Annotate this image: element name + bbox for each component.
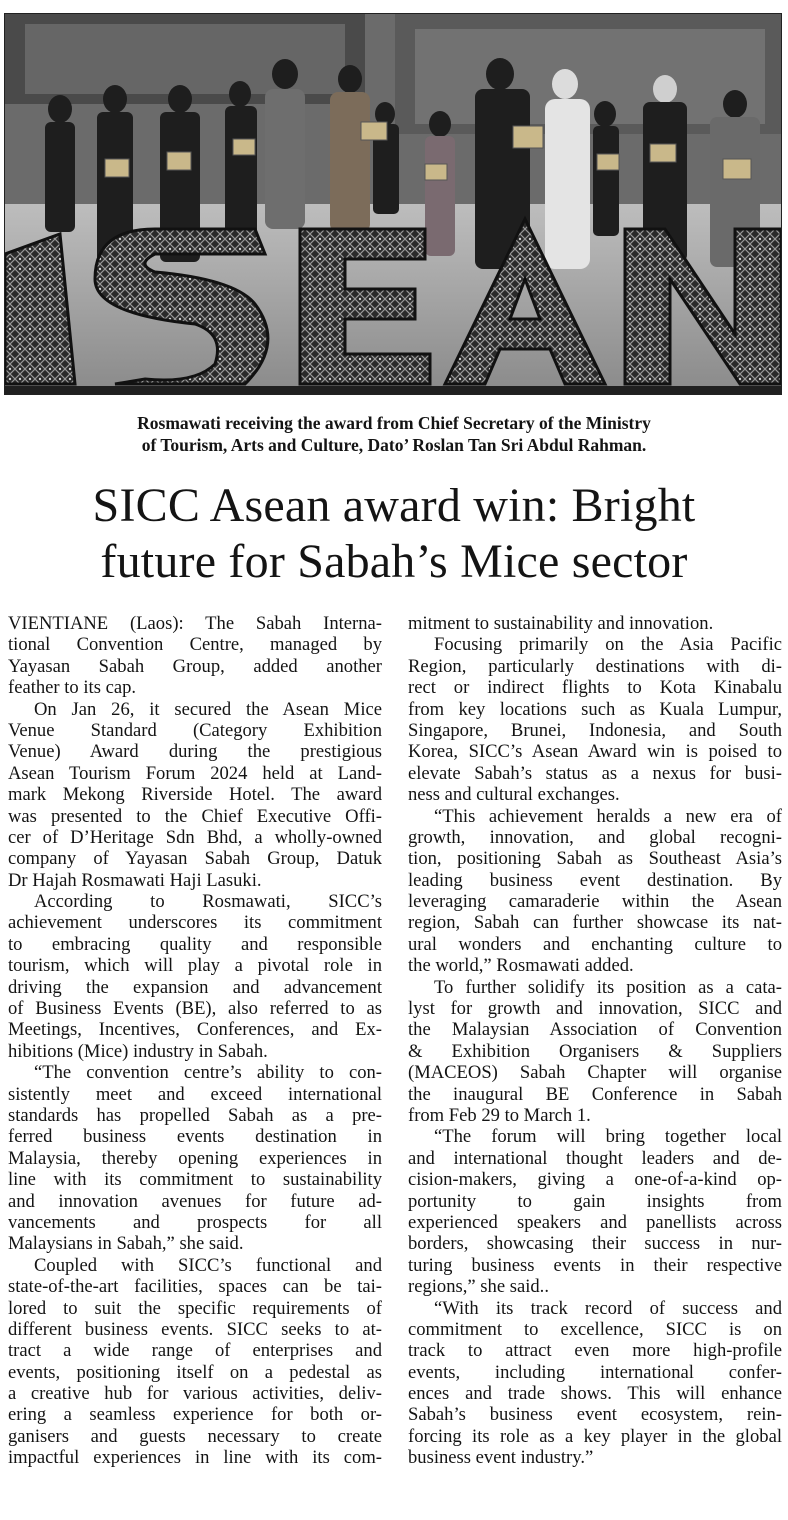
article-line: Yayasan Sabah Group, added another: [8, 655, 382, 677]
article-line: Malaysia, thereby opening experiences in: [8, 1147, 382, 1169]
article-line: and innovation avenues for future ad-: [8, 1190, 382, 1212]
article-line: ferred business events destination in: [8, 1126, 382, 1148]
photo-caption: [20, 412, 768, 456]
article-line: line with its commitment to sustainability: [8, 1169, 382, 1191]
article-column-left: [8, 613, 382, 1469]
article-line: Coupled with SICC’s functional and: [34, 1254, 382, 1276]
article-line: Venue Standard (Category Exhibition: [8, 719, 382, 741]
article-line: mitment to sustainability and innovation.: [408, 613, 714, 634]
article-line: experienced speakers and panellists across: [408, 1211, 782, 1233]
article-line: Asean Tourism Forum 2024 held at Land-: [8, 762, 382, 784]
article-line: regions,” she said..: [408, 1276, 549, 1298]
article-line: ness and cultural exchanges.: [408, 784, 620, 806]
article-line: impactful experiences in line with its com-: [8, 1447, 382, 1469]
article-line: tion, positioning Sabah as Southeast Asia’s: [408, 848, 782, 870]
article-line: commitment to excellence, SICC is on: [408, 1318, 782, 1340]
article-line: the Malaysian Association of Convention: [408, 1019, 782, 1041]
article-line: and international thought leaders and de-: [408, 1147, 782, 1169]
article-line: growth, innovation, and global recogni-: [408, 826, 782, 848]
article-line: According to Rosmawati, SICC’s: [34, 891, 382, 913]
article-line: achievement underscores its commitment: [8, 912, 382, 934]
article-line: Venue) Award during the prestigious: [8, 741, 382, 763]
article-line: a creative hub for various activities, deliv-: [8, 1383, 382, 1405]
article-line: lored to suit the specific requirements of: [8, 1297, 382, 1319]
article-line: standards has propelled Sabah as a pre-: [8, 1104, 382, 1126]
article-line: ences and trade shows. This will enhance: [408, 1383, 782, 1405]
article-line: Korea, SICC’s Asean Award win is poised to: [408, 741, 782, 763]
article-line: from key locations such as Kuala Lumpur,: [408, 698, 782, 720]
article-line: region, Sabah can further showcase its nat-: [408, 912, 782, 934]
article-line: rect or indirect flights to Kota Kinabalu: [408, 677, 782, 699]
article-line: events, positioning itself on a pedestal as: [8, 1361, 382, 1383]
article-line: Dr Hajah Rosmawati Haji Lasuki.: [8, 869, 262, 891]
article-line: tourism, which will play a pivotal role in: [8, 955, 382, 977]
article-line: “The forum will bring together local: [434, 1126, 782, 1148]
article-line: tional Convention Centre, managed by: [8, 634, 382, 656]
article-line: ering a seamless experience for both or-: [8, 1404, 382, 1426]
article-line: from Feb 29 to March 1.: [408, 1104, 591, 1126]
article-line: to embracing quality and responsible: [8, 933, 382, 955]
article-line: the world,” Rosmawati added.: [408, 955, 634, 977]
article-line: (MACEOS) Sabah Chapter will organise: [408, 1062, 782, 1084]
caption-line: of Tourism, Arts and Culture, Dato’ Roslan Tan Sri Abdul Rahman.: [141, 435, 647, 455]
headline: [0, 478, 788, 590]
article-line: hibitions (Mice) industry in Sabah.: [8, 1040, 268, 1062]
article-line: & Exhibition Organisers & Suppliers: [408, 1040, 782, 1062]
article-line: borders, showcasing their success in nur-: [408, 1233, 782, 1255]
article-line: was presented to the Chief Executive Offi-: [8, 805, 382, 827]
article-line: vancements and prospects for all: [8, 1211, 382, 1233]
article-line: Sabah’s business event ecosystem, rein-: [408, 1404, 782, 1426]
article-line: “With its track record of success and: [434, 1297, 782, 1319]
article-line: company of Yayasan Sabah Group, Datuk: [8, 848, 382, 870]
article-line: track to attract even more high-profile: [408, 1340, 782, 1362]
article-line: sistently meet and exceed international: [8, 1083, 382, 1105]
article-line: cision-makers, giving a one-of-a-kind op-: [408, 1169, 782, 1191]
article-line: forcing its role as a key player in the global: [408, 1425, 782, 1447]
article-line: portunity to gain insights from: [408, 1190, 782, 1212]
article-line: different business events. SICC seeks to at-: [8, 1318, 382, 1340]
article-line: the inaugural BE Conference in Sabah: [408, 1083, 782, 1105]
article-line: “This achievement heralds a new era of: [434, 805, 782, 827]
article-line: ganisers and guests necessary to create: [8, 1425, 382, 1447]
article-line: Meetings, Incentives, Conferences, and Ex-: [8, 1019, 382, 1041]
article-line: leading business event destination. By: [408, 869, 782, 891]
article-line: of Business Events (BE), also referred to as: [8, 998, 382, 1020]
article-line: Singapore, Brunei, Indonesia, and South: [408, 719, 782, 741]
article-line: leveraging camaraderie within the Asean: [408, 891, 782, 913]
article-line: state-of-the-art facilities, spaces can be tai-: [8, 1276, 382, 1298]
article-line: tract a wide range of enterprises and: [8, 1340, 382, 1362]
article-line: Region, particularly destinations with di-: [408, 655, 782, 677]
article-line: driving the expansion and advancement: [8, 976, 382, 998]
article-line: Focusing primarily on the Asia Pacific: [434, 634, 782, 656]
article-line: VIENTIANE (Laos): The Sabah Interna-: [8, 613, 382, 634]
headline-line: SICC Asean award win: Bright: [92, 479, 696, 532]
article-line: ural wonders and enchanting culture to: [408, 933, 782, 955]
headline-line: future for Sabah’s Mice sector: [100, 535, 688, 588]
caption-line: Rosmawati receiving the award from Chief Secretary of the Ministry: [137, 413, 651, 433]
article-line: business event industry.”: [408, 1447, 594, 1469]
article-line: cer of D’Heritage Sdn Bhd, a wholly-owned: [8, 826, 382, 848]
article-line: lyst for growth and innovation, SICC and: [408, 998, 782, 1020]
article-line: Malaysians in Sabah,” she said.: [8, 1233, 244, 1255]
article-line: turing business events in their respective: [408, 1254, 782, 1276]
article-column-right: [408, 613, 782, 1469]
article-line: On Jan 26, it secured the Asean Mice: [34, 698, 382, 720]
article-line: events, including international confer-: [408, 1361, 782, 1383]
article-line: elevate Sabah’s status as a nexus for busi-: [408, 762, 782, 784]
article-line: feather to its cap.: [8, 677, 137, 699]
article-line: To further solidify its position as a cata-: [434, 976, 782, 998]
article-line: mark Mekong Riverside Hotel. The award: [8, 784, 382, 806]
award-ceremony-photo: [4, 13, 782, 395]
article-line: “The convention centre’s ability to con-: [34, 1062, 382, 1084]
photo-icon: [5, 14, 781, 394]
